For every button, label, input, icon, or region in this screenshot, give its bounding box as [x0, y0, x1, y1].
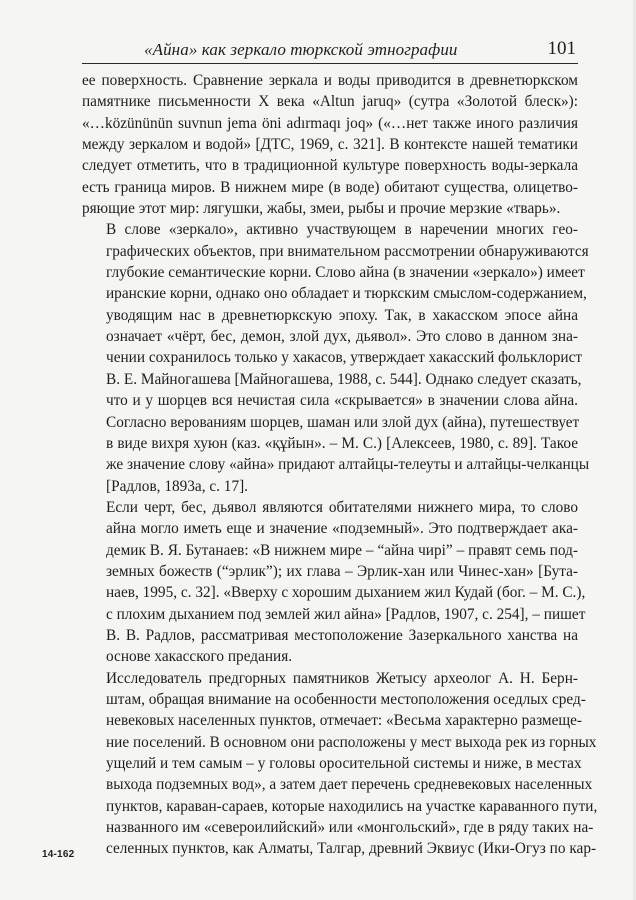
text-line: ние поселений. В основном они расположены у мест выхода рек из горных	[106, 733, 597, 751]
printer-signature-mark: 14-162	[42, 849, 75, 860]
text-line: невековых населенных пунктов, отмечает: «Весьма характерно размеще-	[106, 712, 583, 730]
text-line: иранские корни, однако оно обладает и тюркским смыслом-содержанием,	[106, 285, 587, 303]
text-line: «…közününün suvnun jema öni adırmaqı joq» («…нет также иного различия	[82, 114, 578, 132]
text-line: ее поверхность. Сравнение зеркала и воды приводится в древнетюркском	[82, 72, 578, 89]
text-line: же значение слову «айна» придают алтайцы-телеуты и алтайцы-челканцы	[106, 456, 590, 474]
text-line: чении сохранилось только у хакасов, утверждает хакасский фольклорист	[106, 349, 583, 367]
body-text	[82, 70, 598, 860]
text-line: Согласно верованиям шорцев, шаман или злой дух (айна), путешествует	[106, 413, 580, 431]
text-line: айна могло иметь еще и значение «подземный». Это подтверждает ака-	[106, 520, 578, 538]
text-line: памятнике письменности X века «Altun jaruq» (сутра «Золотой блеск»):	[82, 93, 578, 111]
header-rule	[82, 63, 578, 64]
text-line: основе хакасского предания.	[106, 648, 293, 666]
text-line: следует отметить, что в традиционной культуре поверхность воды-зеркала	[82, 157, 578, 175]
page-number: 101	[547, 38, 576, 59]
text-line: пунктов, караван-сараев, которые находились на участке караванного пути,	[106, 797, 598, 815]
text-line: с плохим дыханием под землей жил айна» [Радлов, 1907, с. 254], – пишет	[106, 605, 586, 623]
text-line: уводящим нас в древнетюркскую эпоху. Так, в хакасском эпосе айна	[106, 306, 578, 324]
text-line: выхода подземных вод», а затем дает перечень средневековых населенных	[106, 776, 593, 794]
text-line: Исследователь предгорных памятников Жетысу археолог А. Н. Берн-	[106, 669, 578, 687]
paragraph-2	[82, 219, 590, 496]
text-line: штам, обращая внимание на особенности местоположения оседлых сред-	[106, 690, 586, 708]
text-line: названного им «североилийский» или «монгольский», где в ряду таких на-	[106, 819, 594, 837]
text-line: [Радлов, 1893а, с. 17].	[106, 477, 249, 495]
text-line: между зеркалом и водой» [ДТС, 1969, с. 321]. В контексте нашей тематики	[82, 136, 578, 154]
text-line: В. Е. Майногашева [Майногашева, 1988, с. 544]. Однако следует сказать,	[106, 370, 582, 388]
text-line: ущелий и тем самым – у головы оросительной системы и ниже, в местах	[106, 755, 582, 772]
text-line: есть граница миров. В нижнем мире (в воде) обитают существа, олицетво-	[82, 178, 578, 196]
text-line: что и у шорцев вся нечистая сила «скрывается» в значении слова айна.	[106, 392, 578, 410]
text-line: Если черт, бес, дьявол являются обитателями нижнего мира, то слово	[106, 498, 578, 516]
running-title: «Айна» как зеркало тюркской этнографии	[144, 40, 458, 59]
text-line: селенных пунктов, как Алматы, Талгар, древний Эквиус (Ики-Огуз по кар-	[106, 840, 597, 858]
paragraph-1	[82, 70, 578, 219]
text-line: графических объектов, при внимательном рассмотрении обнаруживаются	[106, 242, 589, 260]
paragraph-3	[82, 497, 586, 668]
text-line: В. В. Радлов, рассматривая местоположение Зазеркального ханства на	[106, 626, 578, 644]
text-line: В слове «зеркало», активно участвующем в наречении многих гео-	[106, 221, 578, 239]
text-line: в виде вихря хуюн (каз. «құйын». – М. С.) [Алексеев, 1980, с. 89]. Такое	[106, 434, 578, 452]
paragraph-4	[82, 668, 598, 860]
text-line: означает «чёрт, бес, демон, злой дух, дьявол». Это слово в данном зна-	[106, 328, 578, 346]
running-header	[82, 38, 578, 62]
text-line: ряющие этот мир: лягушки, жабы, змеи, рыбы и прочие мерзкие «тварь».	[82, 200, 561, 218]
text-line: глубокие семантические корни. Слово айна (в значении «зеркало») имеет	[106, 264, 585, 282]
text-line: демик В. Я. Бутанаев: «В нижнем мире – “айна чирі” – правят семь под-	[106, 541, 578, 559]
text-line: наев, 1995, с. 32]. «Вверху с хорошим дыханием жил Кудай (бог. – М. С.),	[106, 584, 586, 602]
text-line: земных божеств (“эрлик”); их глава – Эрлик-хан или Чинес-хан» [Бута-	[106, 562, 578, 580]
